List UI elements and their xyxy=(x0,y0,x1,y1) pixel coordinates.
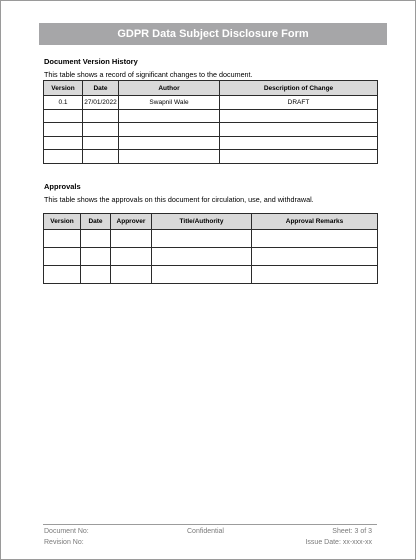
footer-document-no: Document No: xyxy=(44,528,89,535)
table-cell xyxy=(252,248,378,266)
table-cell xyxy=(44,136,83,150)
table-cell xyxy=(220,123,378,137)
footer-classification: Confidential xyxy=(187,528,224,535)
table-cell xyxy=(44,109,83,123)
column-header-date: Date xyxy=(81,214,111,230)
column-header-version: Version xyxy=(44,214,81,230)
table-cell xyxy=(81,230,111,248)
table-cell xyxy=(44,248,81,266)
table-row xyxy=(44,136,378,150)
table-row xyxy=(44,248,378,266)
footer-issue-date: Issue Date: xx-xxx-xx xyxy=(305,539,372,546)
table-cell: Swapnil Wale xyxy=(119,96,220,110)
table-cell xyxy=(220,109,378,123)
table-cell xyxy=(83,150,119,164)
column-header-approver: Approver xyxy=(111,214,152,230)
table-cell xyxy=(111,230,152,248)
approvals-table xyxy=(43,213,378,284)
table-cell xyxy=(81,266,111,284)
table-cell xyxy=(119,123,220,137)
table-cell xyxy=(119,150,220,164)
footer-divider xyxy=(43,524,377,525)
table-cell xyxy=(111,266,152,284)
table-row xyxy=(44,123,378,137)
table-cell xyxy=(44,230,81,248)
table-row xyxy=(44,150,378,164)
column-header-date: Date xyxy=(83,81,119,96)
table-cell xyxy=(83,123,119,137)
table-cell xyxy=(111,248,152,266)
footer-revision-no: Revision No: xyxy=(44,539,84,546)
table-cell xyxy=(119,109,220,123)
column-header-title-authority: Title/Authority xyxy=(152,214,252,230)
footer-sheet-number: Sheet: 3 of 3 xyxy=(332,528,372,535)
version-history-heading: Document Version History xyxy=(44,57,138,66)
approvals-description: This table shows the approvals on this document for circulation, use, and withdrawal. xyxy=(44,195,314,204)
table-row xyxy=(44,96,378,110)
table-cell xyxy=(119,136,220,150)
table-header-row xyxy=(44,81,378,96)
table-header-row xyxy=(44,214,378,230)
version-history-table xyxy=(43,80,378,164)
table-cell xyxy=(44,266,81,284)
document-title: GDPR Data Subject Disclosure Form xyxy=(39,23,387,45)
table-cell xyxy=(83,109,119,123)
column-header-approval-remarks: Approval Remarks xyxy=(252,214,378,230)
table-row xyxy=(44,230,378,248)
table-cell: 0.1 xyxy=(44,96,83,110)
table-cell xyxy=(83,136,119,150)
table-cell xyxy=(220,150,378,164)
table-cell xyxy=(220,136,378,150)
table-row xyxy=(44,266,378,284)
table-cell xyxy=(252,266,378,284)
column-header-author: Author xyxy=(119,81,220,96)
table-cell xyxy=(252,230,378,248)
table-cell xyxy=(152,248,252,266)
table-cell xyxy=(152,266,252,284)
table-cell xyxy=(81,248,111,266)
approvals-heading: Approvals xyxy=(44,182,81,191)
table-cell xyxy=(152,230,252,248)
version-history-description: This table shows a record of significant changes to the document. xyxy=(44,70,253,79)
table-cell xyxy=(44,150,83,164)
table-row xyxy=(44,109,378,123)
table-cell: DRAFT xyxy=(220,96,378,110)
table-cell xyxy=(44,123,83,137)
column-header-description-of-change: Description of Change xyxy=(220,81,378,96)
column-header-version: Version xyxy=(44,81,83,96)
table-cell: 27/01/2022 xyxy=(83,96,119,110)
